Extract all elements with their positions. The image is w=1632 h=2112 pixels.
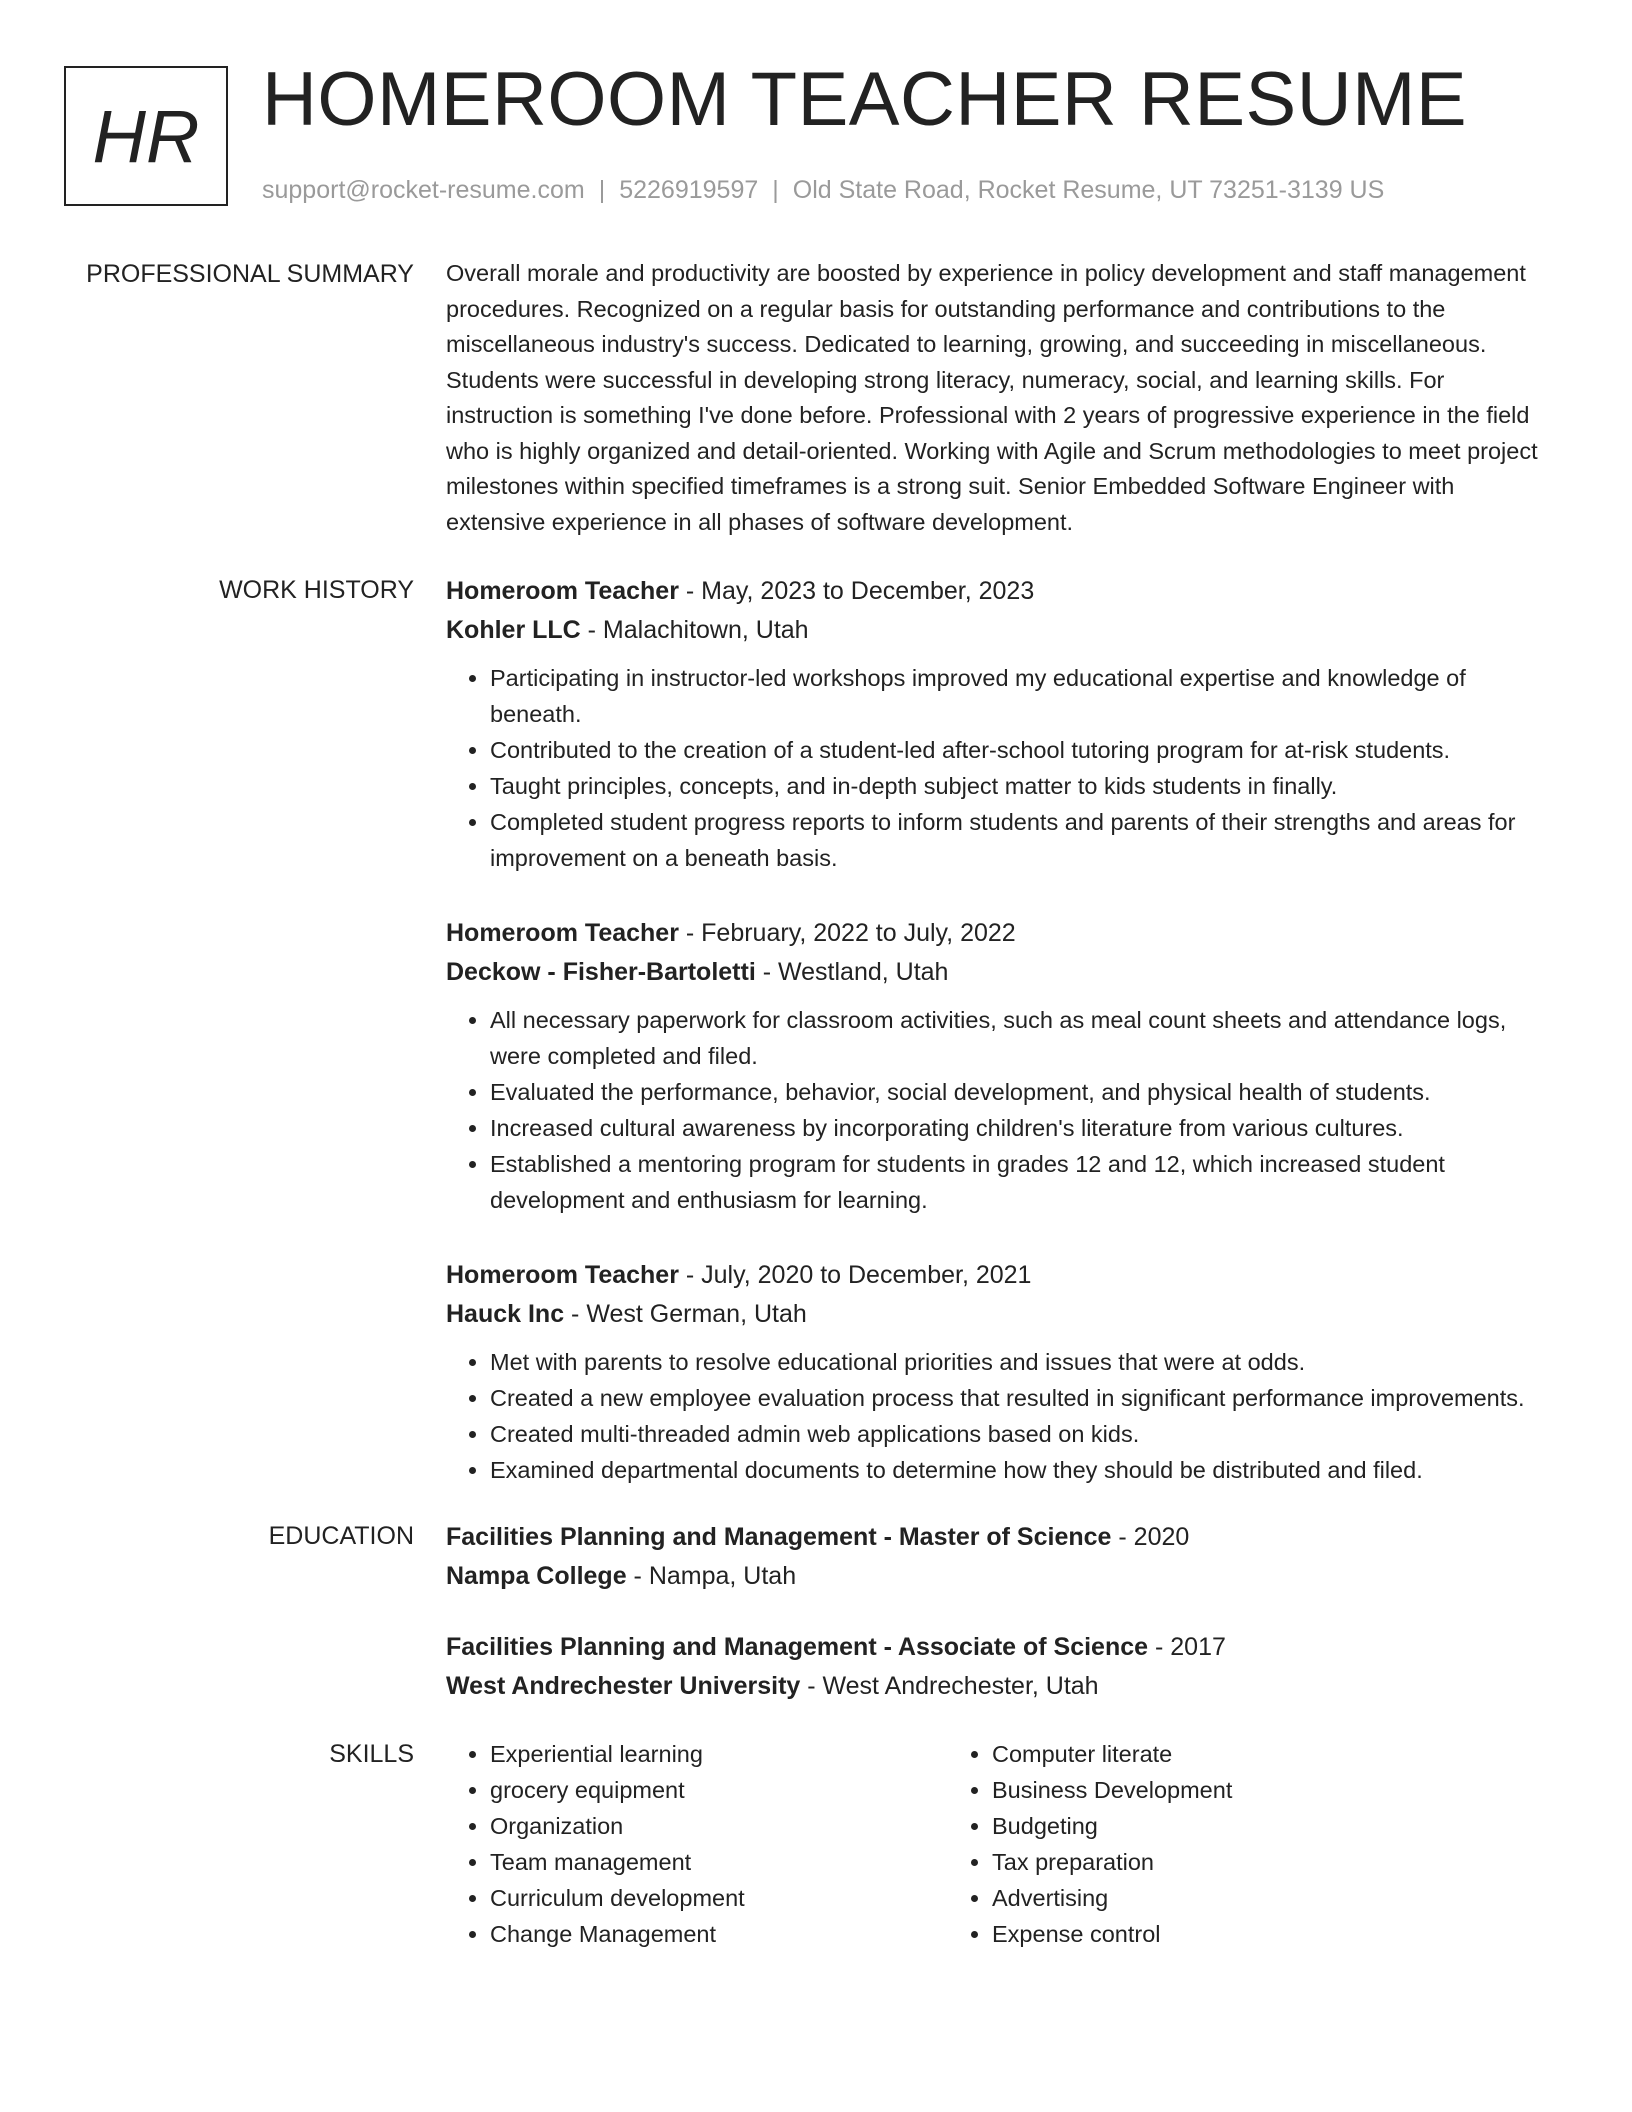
job-title: Homeroom Teacher xyxy=(446,577,679,605)
list-item: • Examined departmental documents to determine how they should be distributed and filed. xyxy=(490,1452,1556,1488)
list-item: • Taught principles, concepts, and in-depth subject matter to kids students in finally. xyxy=(490,768,1556,804)
page-title: HOMEROOM TEACHER RESUME xyxy=(262,57,1468,142)
skill-item: • Advertising xyxy=(992,1880,1450,1916)
job-company: Hauck Inc xyxy=(446,1300,565,1328)
skills-section xyxy=(0,1736,1632,1952)
skill-item: • Business Development xyxy=(992,1772,1450,1808)
skill-item: • Experiential learning xyxy=(490,1736,948,1772)
job-dates: - May, 2023 to December, 2023 xyxy=(678,577,1035,605)
education-body xyxy=(446,1518,1556,1736)
degree-line xyxy=(446,1518,1556,1557)
job-title-line xyxy=(446,572,1556,611)
skill-item: • Change Management xyxy=(490,1916,948,1952)
resume-content xyxy=(0,256,1632,1952)
contact-phone[interactable]: 5226919597 xyxy=(619,176,759,204)
degree: Facilities Planning and Management - Associate of Science xyxy=(446,1633,1149,1661)
degree-year: - 2020 xyxy=(1111,1523,1190,1551)
job-title: Homeroom Teacher xyxy=(446,919,679,947)
job-entry xyxy=(446,1256,1556,1488)
list-item: • Contributed to the creation of a student-led after-school tutoring program for at-risk students. xyxy=(490,732,1556,768)
list-item: • Evaluated the performance, behavior, social development, and physical health of students. xyxy=(490,1074,1556,1110)
list-item: • Met with parents to resolve educational priorities and issues that were at odds. xyxy=(490,1344,1556,1380)
job-entry xyxy=(446,572,1556,876)
degree: Facilities Planning and Management - Master of Science xyxy=(446,1523,1112,1551)
job-title: Homeroom Teacher xyxy=(446,1261,679,1289)
skills-column-2 xyxy=(948,1736,1450,1952)
job-dates: - February, 2022 to July, 2022 xyxy=(678,919,1016,947)
skill-item: • Budgeting xyxy=(992,1808,1450,1844)
job-entry xyxy=(446,914,1556,1218)
list-item: • Completed student progress reports to inform students and parents of their strengths and areas for improvement on a beneath basis. xyxy=(490,804,1556,876)
job-company-line xyxy=(446,611,1556,650)
summary-text: Overall morale and productivity are boosted by experience in policy development and staff management procedures. Recognized on a regular basis for outstanding performance and contributions to the miscellaneous industry's success. Dedicated to learning, growing, and succeeding in miscellaneous. Students were successful in developing strong literacy, numeracy, social, and learning skills. For instruction is something I've done before. Professional with 2 years of progressive experience in the field who is highly organized and detail-oriented. Working with Agile and Scrum methodologies to meet project milestones within specified timeframes is a strong suit. Senior Embedded Software Engineer with extensive experience in all phases of software development. xyxy=(446,260,1538,535)
school-location: - West Andrechester, Utah xyxy=(800,1672,1099,1700)
job-location: - West German, Utah xyxy=(564,1300,807,1328)
job-bullets xyxy=(446,660,1556,876)
summary-heading: PROFESSIONAL SUMMARY xyxy=(86,260,414,288)
job-location: - Malachitown, Utah xyxy=(580,616,809,644)
job-company-line xyxy=(446,1295,1556,1334)
summary-section xyxy=(0,256,1632,540)
contact-email[interactable]: support@rocket-resume.com xyxy=(262,176,585,204)
skill-item: • Tax preparation xyxy=(992,1844,1450,1880)
list-item: • Established a mentoring program for students in grades 12 and 12, which increased student development and enthusiasm for learning. xyxy=(490,1146,1556,1218)
contact-address: Old State Road, Rocket Resume, UT 73251-3139 US xyxy=(792,176,1385,204)
contact-line xyxy=(262,176,1384,205)
list-item: • Participating in instructor-led workshops improved my educational expertise and knowledge of beneath. xyxy=(490,660,1556,732)
list-item: • Created a new employee evaluation process that resulted in significant performance improvements. xyxy=(490,1380,1556,1416)
job-bullets xyxy=(446,1002,1556,1218)
school-location: - Nampa, Utah xyxy=(626,1562,797,1590)
school-line xyxy=(446,1667,1556,1706)
skill-item: • Curriculum development xyxy=(490,1880,948,1916)
school-line xyxy=(446,1557,1556,1596)
education-entry xyxy=(446,1628,1556,1706)
school: Nampa College xyxy=(446,1562,627,1590)
work-history-heading: WORK HISTORY xyxy=(219,576,414,604)
contact-separator: | xyxy=(772,176,779,204)
work-history-body xyxy=(446,572,1556,1518)
job-location: - Westland, Utah xyxy=(755,958,949,986)
education-heading: EDUCATION xyxy=(268,1522,414,1550)
job-company: Kohler LLC xyxy=(446,616,581,644)
education-entry xyxy=(446,1518,1556,1596)
list-item: • Increased cultural awareness by incorporating children's literature from various cultures. xyxy=(490,1110,1556,1146)
degree-line xyxy=(446,1628,1556,1667)
skill-item: • Computer literate xyxy=(992,1736,1450,1772)
job-bullets xyxy=(446,1344,1556,1488)
skill-item: • grocery equipment xyxy=(490,1772,948,1808)
work-history-section xyxy=(0,572,1632,1518)
list-item: • Created multi-threaded admin web applications based on kids. xyxy=(490,1416,1556,1452)
contact-separator: | xyxy=(598,176,606,204)
job-company-line xyxy=(446,953,1556,992)
job-title-line xyxy=(446,914,1556,953)
education-section xyxy=(0,1518,1632,1736)
list-item: • All necessary paperwork for classroom activities, such as meal count sheets and attendance logs, were completed and filed. xyxy=(490,1002,1556,1074)
summary-body xyxy=(446,256,1556,540)
degree-year: - 2017 xyxy=(1148,1633,1226,1661)
skill-item: • Expense control xyxy=(992,1916,1450,1952)
job-title-line xyxy=(446,1256,1556,1295)
skills-column-1 xyxy=(446,1736,948,1952)
skill-item: • Organization xyxy=(490,1808,948,1844)
skills-body xyxy=(446,1736,1556,1952)
skill-item: • Team management xyxy=(490,1844,948,1880)
monogram-logo: HR xyxy=(64,66,228,206)
job-company: Deckow - Fisher-Bartoletti xyxy=(446,958,756,986)
skills-heading: SKILLS xyxy=(329,1740,414,1768)
job-dates: - July, 2020 to December, 2021 xyxy=(678,1261,1032,1289)
school: West Andrechester University xyxy=(446,1672,801,1700)
